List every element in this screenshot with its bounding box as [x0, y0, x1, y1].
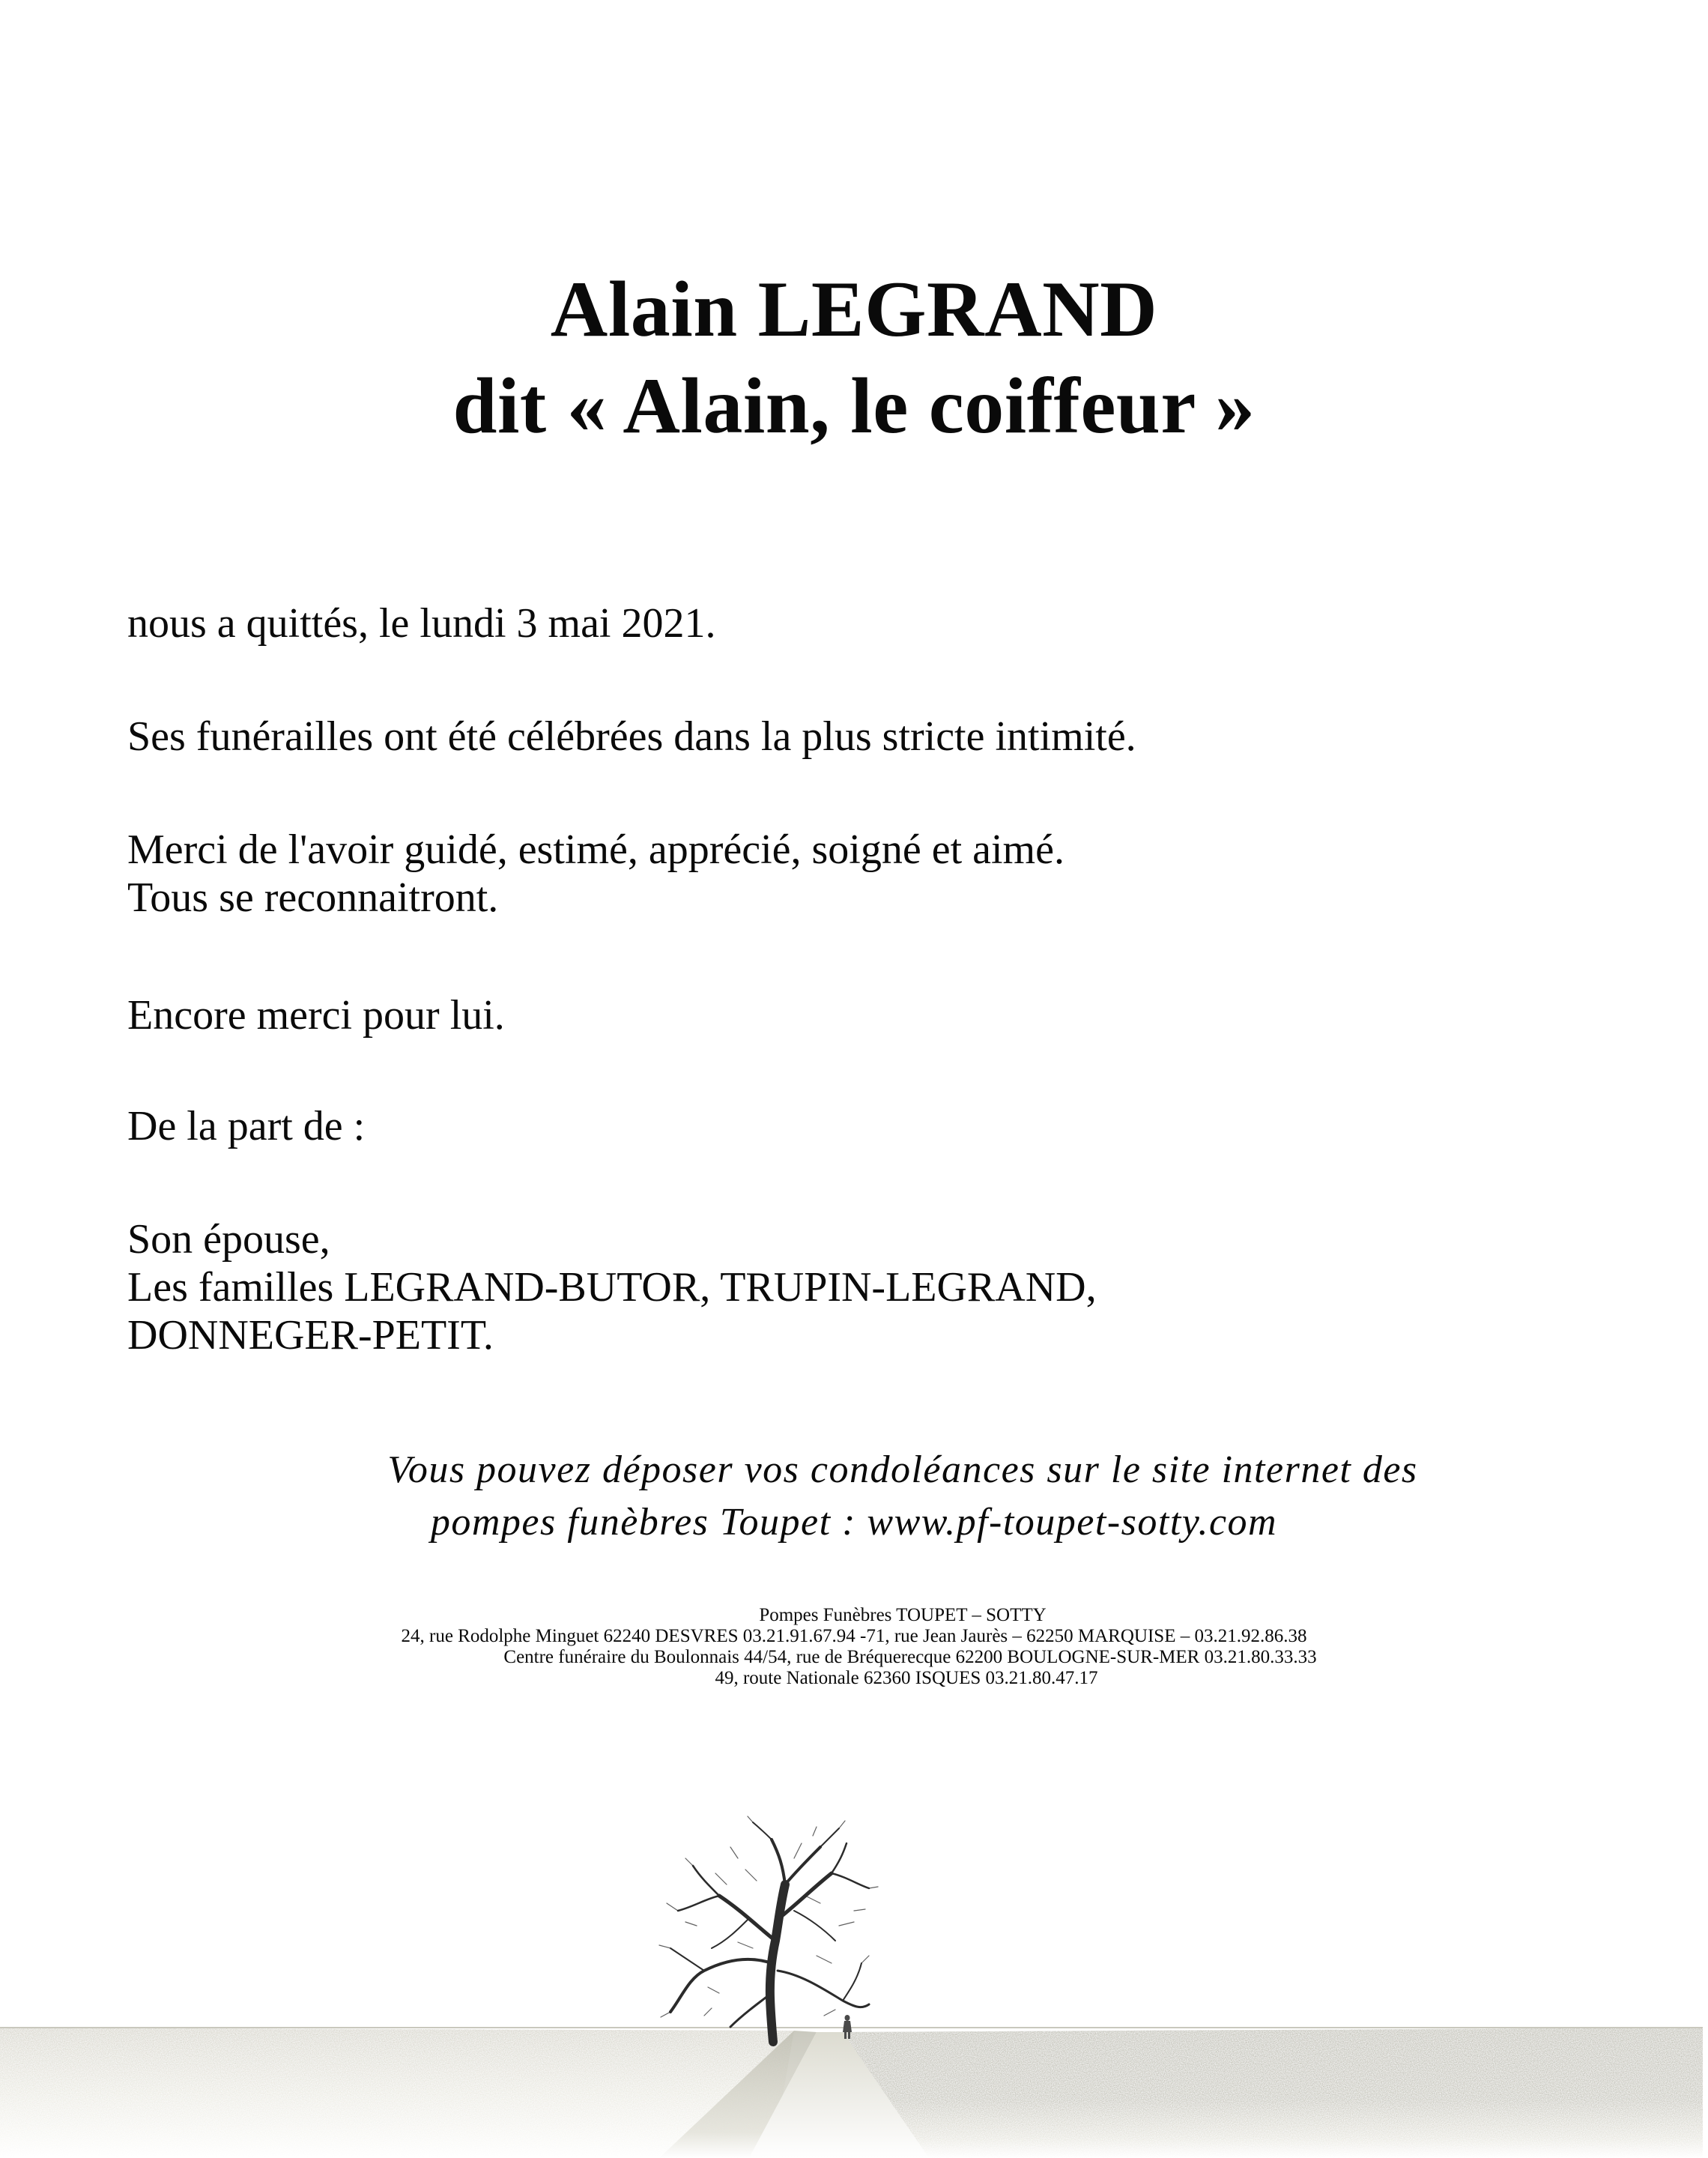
condolences-line: Vous pouvez déposer vos condoléances sur le site internet des	[387, 1448, 1418, 1491]
deceased-nickname: dit « Alain, le coiffeur »	[452, 362, 1256, 450]
deceased-name: Alain LEGRAND	[550, 265, 1158, 353]
funeral-notice: Ses funérailles ont été célébrées dans la plus stricte intimité.	[127, 713, 1136, 760]
funeral-home-address-desvres-marquise: 24, rue Rodolphe Minguet 62240 DESVRES 03.21.91.67.94 -71, rue Jean Jaurès – 62250 MARQUISE – 03.21.92.86.38	[401, 1626, 1307, 1646]
thanks-line: Merci de l'avoir guidé, estimé, apprécié, soigné et aimé.	[127, 826, 1065, 873]
condolences-notice	[0, 1444, 1708, 1549]
funeral-home-address-boulogne: Centre funéraire du Boulonnais 44/54, rue de Bréquerecque 62200 BOULOGNE-SUR-MER 03.21.80.33.33	[503, 1647, 1317, 1667]
death-announcement: nous a quittés, le lundi 3 mai 2021.	[127, 600, 716, 647]
right-field	[843, 2028, 1703, 2158]
condolences-website-line: pompes funèbres Toupet : www.pf-toupet-sotty.com	[430, 1501, 1278, 1544]
landscape-illustration	[0, 1813, 1708, 2158]
funeral-home-footer	[0, 1605, 1708, 1689]
family-list	[127, 1215, 1097, 1359]
funeral-home-address-isques: 49, route Nationale 62360 ISQUES 03.21.80.47.17	[715, 1668, 1098, 1688]
from-label: De la part de :	[127, 1103, 366, 1149]
family-names-cont: DONNEGER-PETIT.	[127, 1312, 494, 1358]
family-names: Les familles LEGRAND-BUTOR, TRUPIN-LEGRAND,	[127, 1264, 1097, 1311]
recognition-line: Tous se reconnaitront.	[127, 874, 499, 921]
family-spouse: Son épouse,	[127, 1216, 330, 1263]
left-field	[0, 2028, 794, 2158]
thanks-paragraph	[127, 826, 1065, 922]
encore-merci: Encore merci pour lui.	[127, 992, 505, 1039]
tree-icon	[659, 1816, 878, 2042]
funeral-home-name: Pompes Funèbres TOUPET – SOTTY	[759, 1605, 1047, 1625]
